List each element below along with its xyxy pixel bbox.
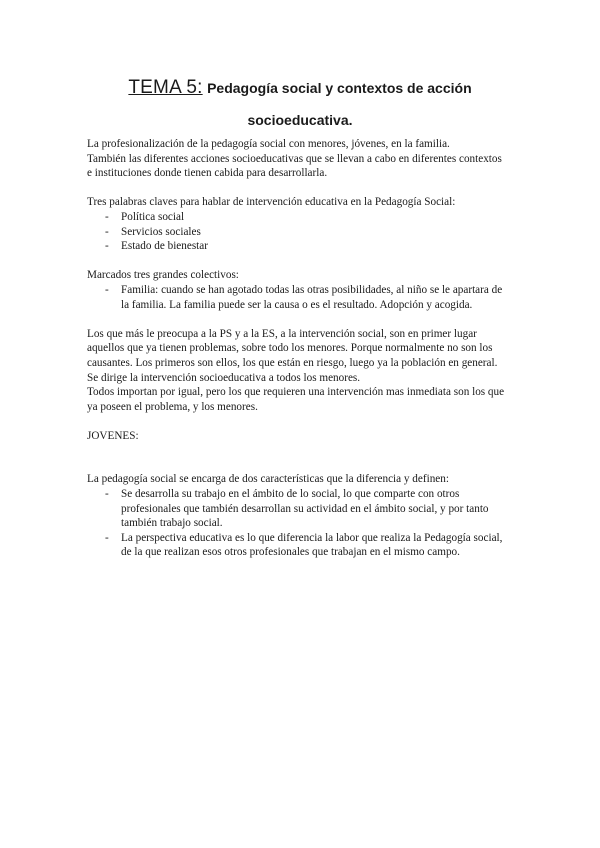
page-title [0, 74, 600, 134]
title-label: TEMA 5: [128, 77, 203, 98]
list-item: - La perspectiva educativa es lo que diferencia la labor que realiza la Pedagogía social, de la que realizan esos otros profesionales que trabajan en el mismo campo. [105, 531, 503, 559]
list-item: - Familia: cuando se han agotado todas las otras posibilidades, al niño se le apartara de la familia. La familia puede ser la causa o es el resultado. Adopción y acogida. [105, 283, 503, 311]
paragraph-todos: Todos importan por igual, pero los que requieren una intervención mas inmediata son los que ya poseen el problema, y los menores. [87, 386, 505, 413]
jovenes-heading: JOVENES: [87, 429, 139, 442]
bullet-dash: - [105, 488, 109, 501]
title-line-1: Pedagogía social y contextos de acción [207, 80, 472, 96]
colectivos-heading: Marcados tres grandes colectivos: [87, 269, 239, 282]
bullet-dash: - [105, 240, 109, 253]
bullet-dash: - [105, 225, 109, 238]
list-item: - Política social [105, 210, 185, 223]
intro-paragraph-1: La profesionalización de la pedagogía social con menores, jóvenes, en la familia. [87, 138, 450, 150]
list-item: - Servicios sociales [105, 225, 201, 238]
caracteristicas-list [87, 487, 507, 560]
bullet-dash: - [105, 210, 109, 223]
title-line-2: socioeducativa. [247, 112, 353, 128]
keywords-heading: Tres palabras claves para hablar de intervención educativa en la Pedagogía Social: [87, 196, 456, 209]
paragraph-dirige: Se dirige la intervención socioeducativa a todos los menores. [87, 371, 361, 384]
colectivos-list [87, 283, 507, 312]
list-item: - Se desarrolla su trabajo en el ámbito de lo social, lo que comparte con otros profesionales que también desarrollan su actividad en el ámbito social, y por tanto también trabajo social. [105, 488, 489, 530]
list-item: - Estado de bienestar [105, 240, 208, 253]
paragraph-ps-es: Los que más le preocupa a la PS y a la ES, a la intervención social, son en primer lugar aquellos que ya tienen problemas, sobre todo los menores. Porque normalmente no son los causantes. Los primeros son ellos, los que están en riesgo, luego ya la población en general. [87, 327, 498, 369]
keywords-list [87, 210, 507, 254]
bullet-dash: - [105, 531, 109, 544]
intro-paragraph-2: También las diferentes acciones socioeducativas que se llevan a cabo en diferentes contextos e instituciones donde tienen cabida para desarrollarla. [87, 152, 502, 180]
caracteristicas-heading: La pedagogía social se encarga de dos características que la diferencia y definen: [87, 473, 449, 486]
document-body [87, 137, 507, 560]
bullet-dash: - [105, 283, 109, 296]
